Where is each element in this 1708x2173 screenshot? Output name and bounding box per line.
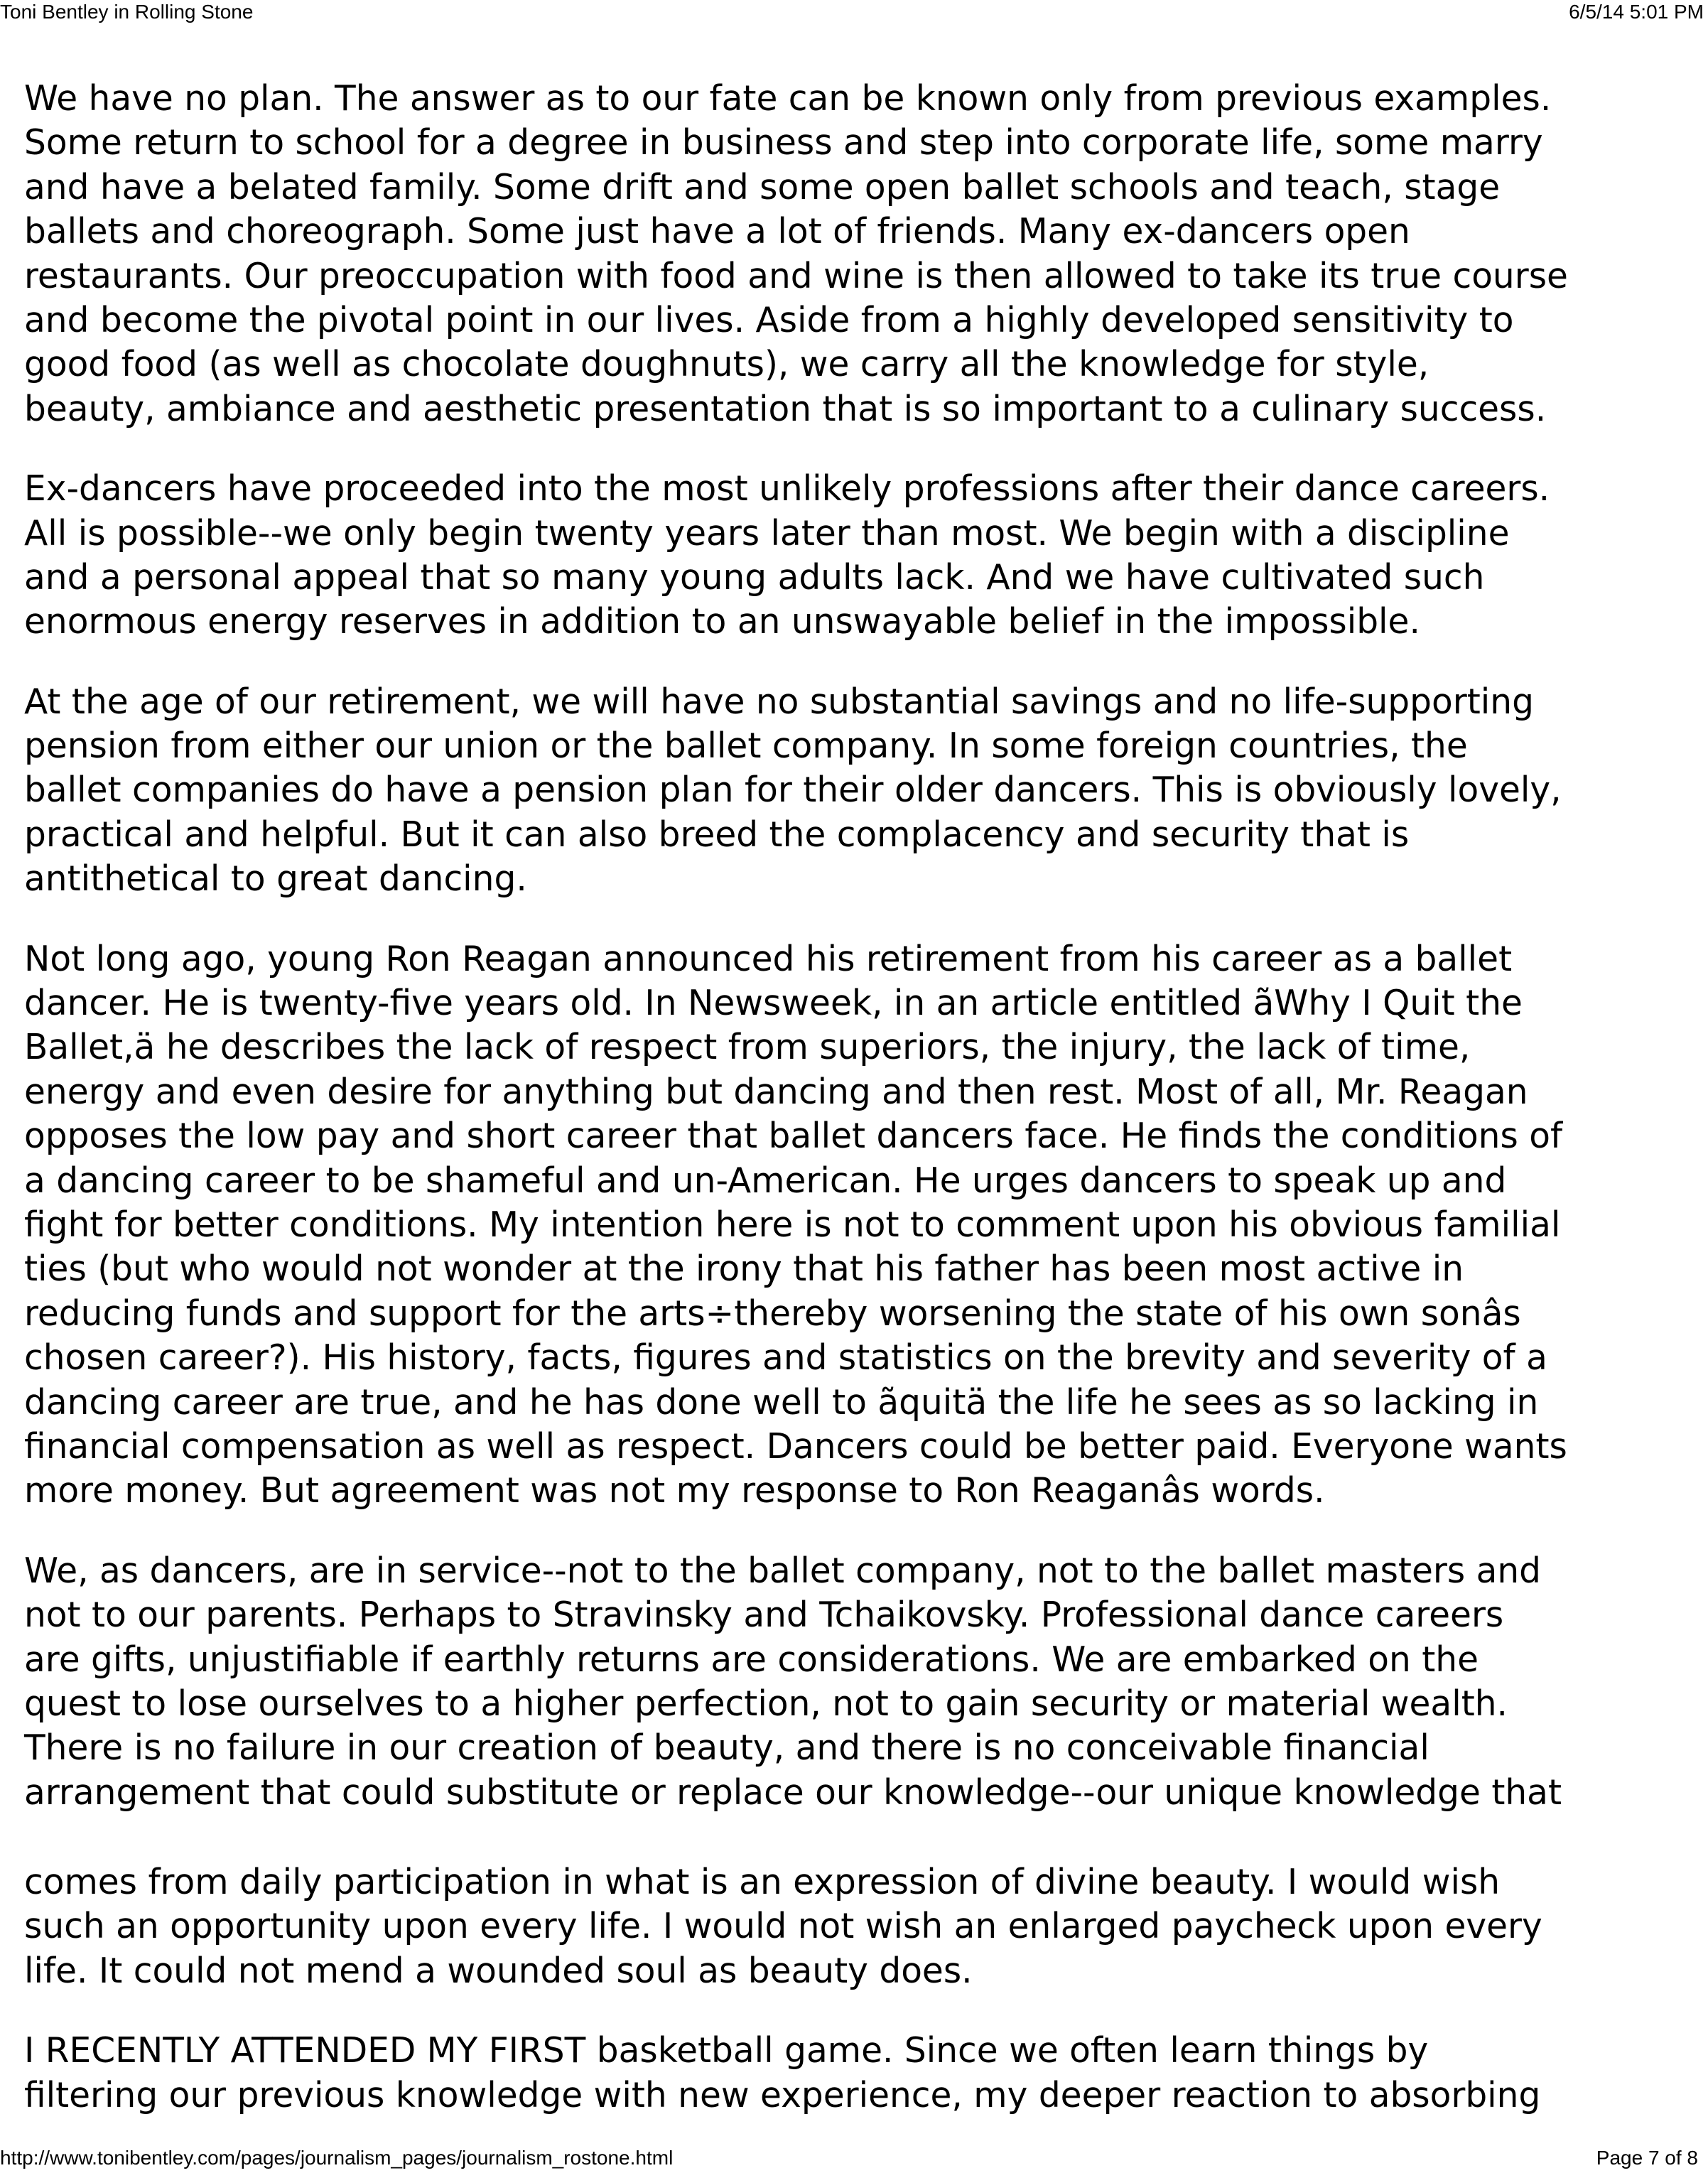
paragraph xyxy=(24,467,1708,645)
text-line: opposes the low pay and short career that ballet dancers face. He finds the conditions of xyxy=(24,1116,1563,1157)
text-line: Not long ago, young Ron Reagan announced his retirement from his career as a ballet xyxy=(24,939,1513,979)
text-line: Ballet,ä he describes the lack of respect from superiors, the injury, the lack of time, xyxy=(24,1028,1471,1068)
text-line: and become the pivotal point in our lives. Aside from a highly developed sensitivity to xyxy=(24,300,1514,340)
text-line: are gifts, unjustifiable if earthly returns are considerations. We are embarked on the xyxy=(24,1639,1479,1680)
article-body xyxy=(24,77,1708,1815)
text-line: reducing funds and support for the arts÷thereby worsening the state of his own sonâs xyxy=(24,1293,1521,1334)
text-line: financial compensation as well as respect. Dancers could be better paid. Everyone wants xyxy=(24,1426,1567,1467)
text-line: fight for better conditions. My intention here is not to comment upon his obvious familial xyxy=(24,1204,1561,1245)
text-line: and have a belated family. Some drift and some open ballet schools and teach, stage xyxy=(24,167,1501,207)
page-number: Page 7 of 8 xyxy=(1596,2147,1698,2169)
text-line: good food (as well as chocolate doughnuts), we carry all the knowledge for style, xyxy=(24,345,1429,385)
text-line: pension from either our union or the ballet company. In some foreign countries, the xyxy=(24,726,1468,767)
print-datetime: 6/5/14 5:01 PM xyxy=(1569,1,1704,23)
text-line: There is no failure in our creation of beauty, and there is no conceivable financial xyxy=(24,1728,1429,1769)
text-line: comes from daily participation in what is an expression of divine beauty. I would wish xyxy=(24,1862,1501,1902)
text-line: such an opportunity upon every life. I would not wish an enlarged paycheck upon every xyxy=(24,1907,1542,1947)
text-line: not to our parents. Perhaps to Stravinsky and Tchaikovsky. Professional dance careers xyxy=(24,1595,1504,1636)
article-continuation xyxy=(24,1860,1708,2115)
source-url: http://www.tonibentley.com/pages/journalism_pages/journalism_rostone.html xyxy=(0,2147,674,2169)
text-line: Ex-dancers have proceeded into the most unlikely professions after their dance careers. xyxy=(24,469,1550,509)
text-line: Some return to school for a degree in business and step into corporate life, some marry xyxy=(24,123,1543,163)
text-line: beauty, ambiance and aesthetic presentation that is so important to a culinary success. xyxy=(24,389,1547,429)
text-line: energy and even desire for anything but dancing and then rest. Most of all, Mr. Reagan xyxy=(24,1072,1528,1112)
text-line: life. It could not mend a wounded soul as beauty does. xyxy=(24,1951,973,1991)
text-line: chosen career?). His history, facts, figures and statistics on the brevity and severity of a xyxy=(24,1338,1547,1379)
text-line: dancing career are true, and he has done well to ãquitä the life he sees as so lacking in xyxy=(24,1382,1539,1423)
paragraph xyxy=(24,2029,1708,2118)
text-line: dancer. He is twenty-five years old. In Newsweek, in an article entitled ãWhy I Quit the xyxy=(24,983,1523,1024)
paragraph xyxy=(24,77,1708,431)
text-line: We have no plan. The answer as to our fate can be known only from previous examples. xyxy=(24,79,1552,119)
text-line: antithetical to great dancing. xyxy=(24,859,527,900)
print-header xyxy=(0,0,1705,26)
document-title: Toni Bentley in Rolling Stone xyxy=(0,1,254,23)
text-line: more money. But agreement was not my response to Ron Reaganâs words. xyxy=(24,1471,1325,1511)
paragraph xyxy=(24,680,1708,902)
text-line: a dancing career to be shameful and un-American. He urges dancers to speak up and xyxy=(24,1160,1507,1201)
text-line: All is possible--we only begin twenty years later than most. We begin with a discipline xyxy=(24,513,1510,554)
paragraph xyxy=(24,1860,1708,1993)
text-line: restaurants. Our preoccupation with food and wine is then allowed to take its true course xyxy=(24,256,1568,296)
text-line: and a personal appeal that so many young adults lack. And we have cultivated such xyxy=(24,557,1485,598)
text-line: enormous energy reserves in addition to an unswayable belief in the impossible. xyxy=(24,602,1420,642)
text-line: I RECENTLY ATTENDED MY FIRST basketball game. Since we often learn things by xyxy=(24,2031,1429,2071)
text-line: ballets and choreograph. Some just have a lot of friends. Many ex-dancers open xyxy=(24,212,1410,252)
text-line: ties (but who would not wonder at the irony that his father has been most active in xyxy=(24,1249,1464,1290)
text-line: filtering our previous knowledge with new experience, my deeper reaction to absorbing xyxy=(24,2075,1541,2115)
text-line: practical and helpful. But it can also breed the complacency and security that is xyxy=(24,814,1410,855)
text-line: arrangement that could substitute or replace our knowledge--our unique knowledge that xyxy=(24,1772,1562,1813)
text-line: We, as dancers, are in service--not to the ballet company, not to the ballet masters and xyxy=(24,1551,1542,1591)
paragraph xyxy=(24,937,1708,1514)
text-line: quest to lose ourselves to a higher perfection, not to gain security or material wealth. xyxy=(24,1683,1508,1724)
text-line: ballet companies do have a pension plan for their older dancers. This is obviously lovely, xyxy=(24,770,1562,811)
print-footer xyxy=(0,2146,1705,2172)
paragraph xyxy=(24,1549,1708,1815)
text-line: At the age of our retirement, we will have no substantial savings and no life-supporting xyxy=(24,681,1534,722)
